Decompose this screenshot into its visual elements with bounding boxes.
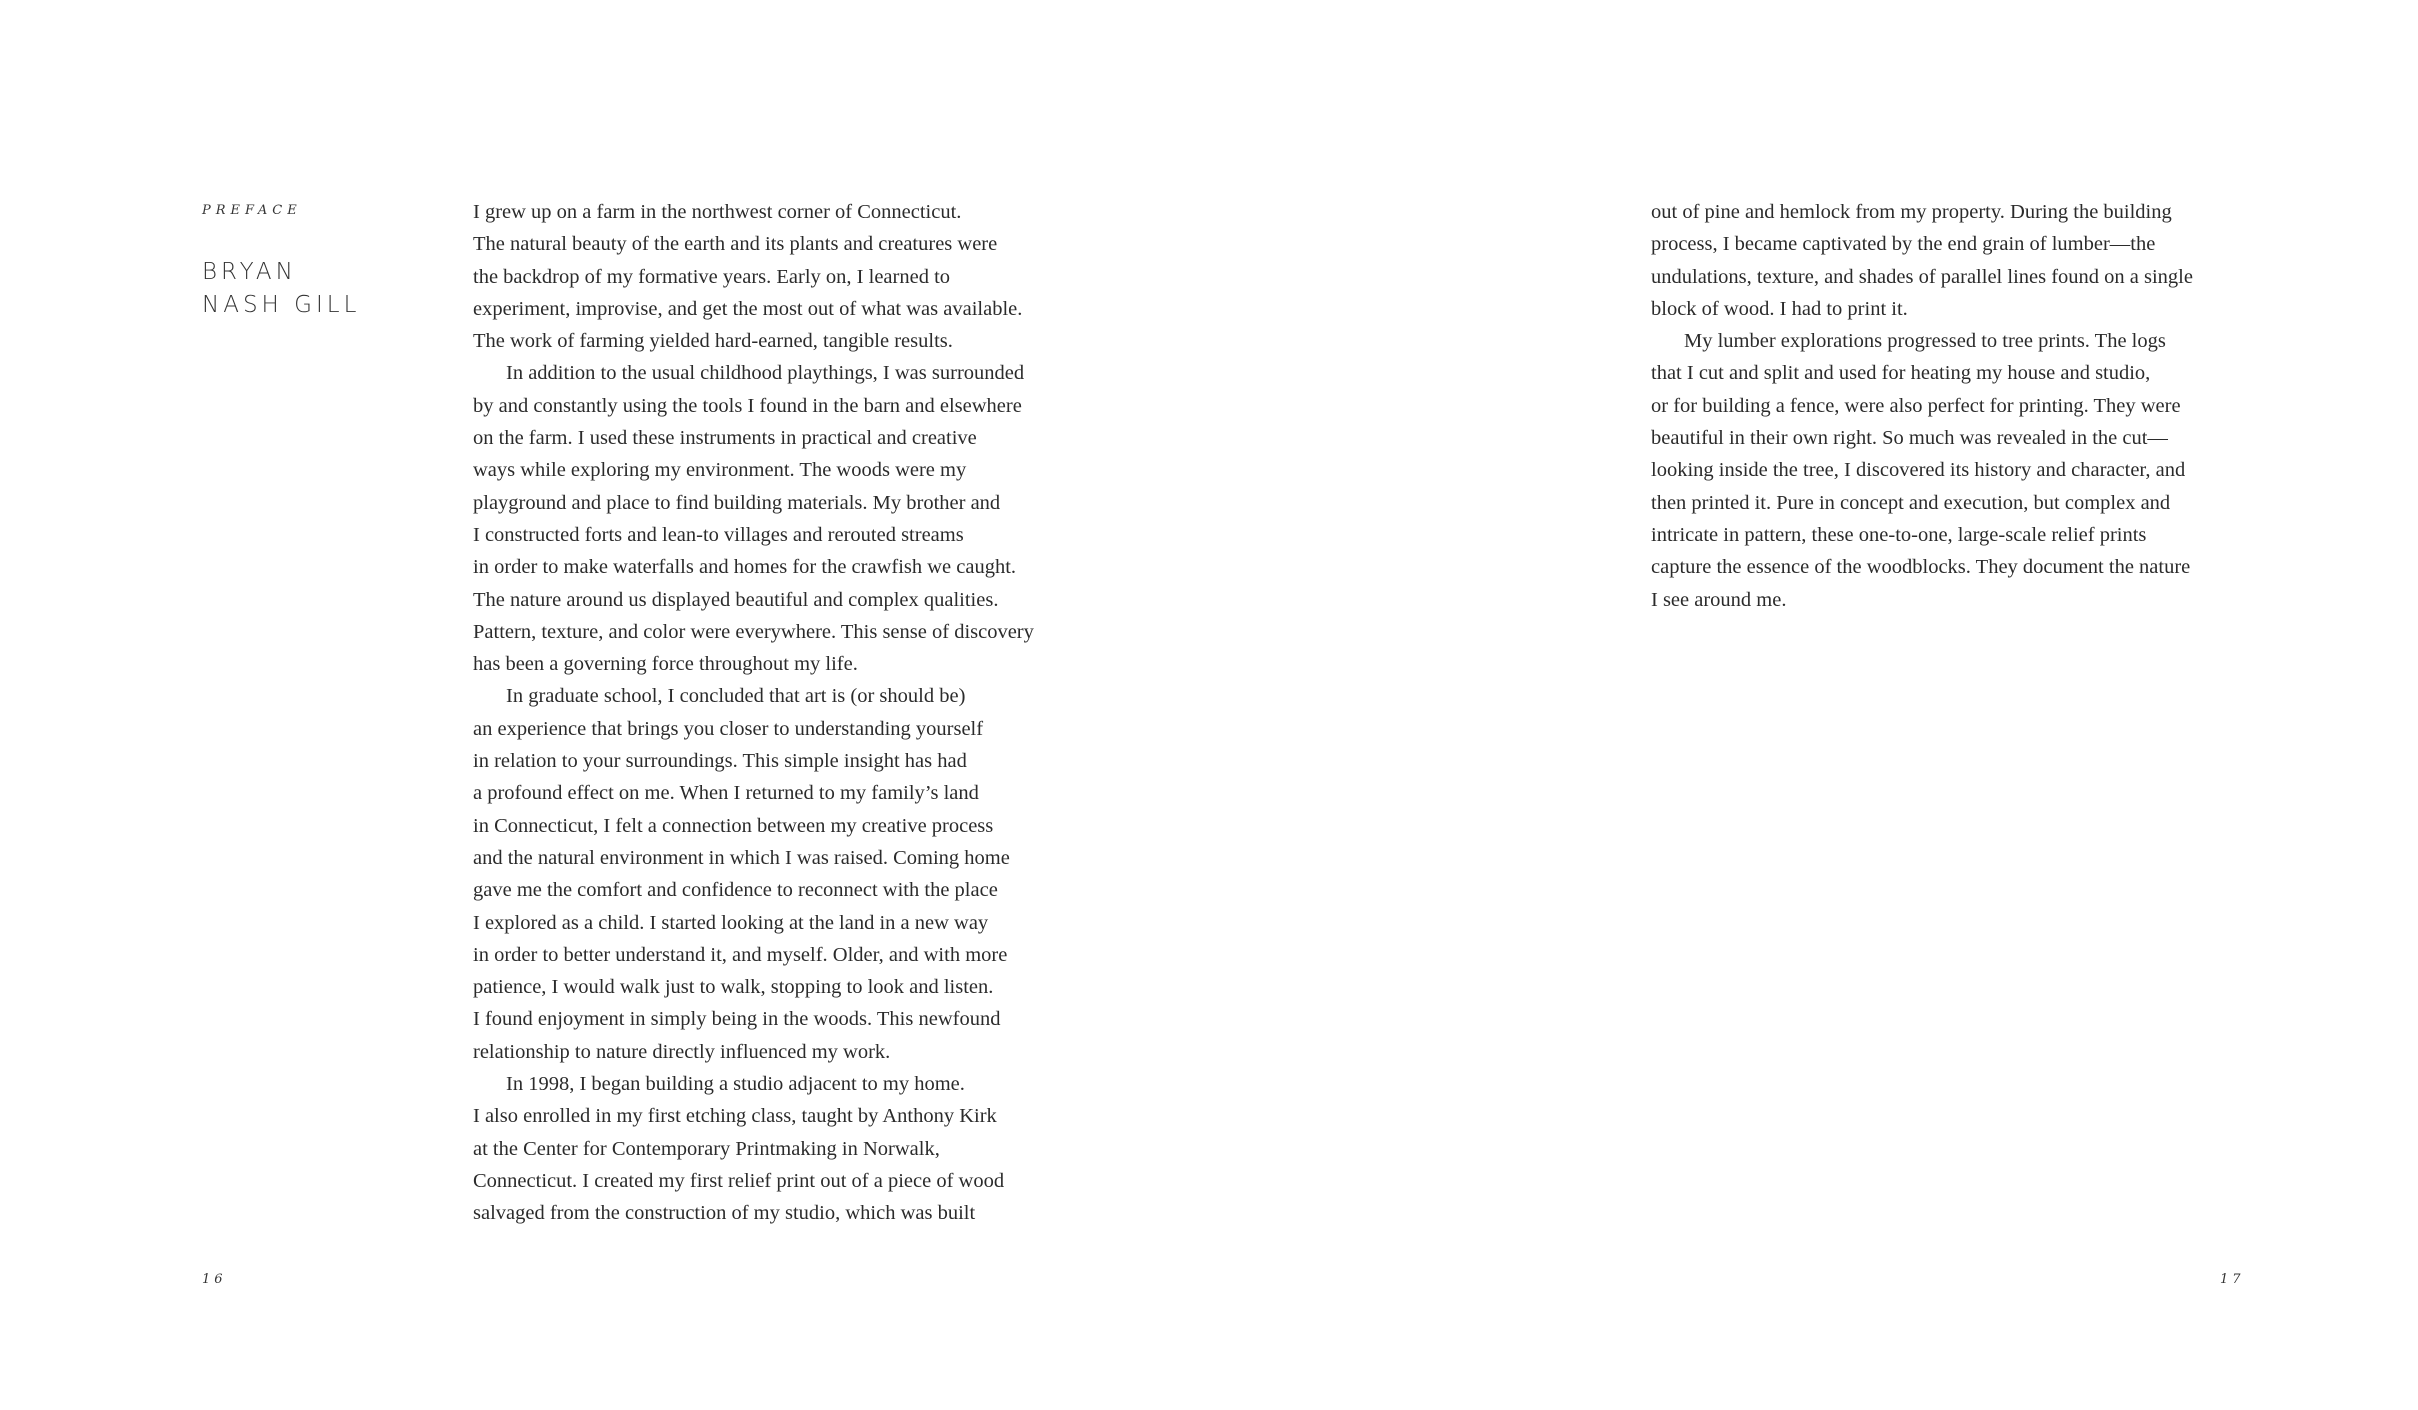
author-name [202, 256, 360, 322]
text-line: block of wood. I had to print it. [1651, 297, 1908, 320]
text-line: process, I became captivated by the end grain of lumber—the [1651, 233, 2156, 256]
text-line: I constructed forts and lean-to villages and rerouted streams [473, 523, 964, 546]
text-line: the backdrop of my formative years. Early on, I learned to [473, 265, 951, 288]
text-line: Connecticut. I created my first relief print out of a piece of wood [473, 1169, 1005, 1192]
page-number-right: 17 [2220, 1272, 2245, 1287]
text-line: in order to make waterfalls and homes for the crawfish we caught. [473, 556, 1017, 579]
text-line: I also enrolled in my first etching class, taught by Anthony Kirk [473, 1105, 997, 1128]
text-line: In 1998, I began building a studio adjacent to my home. [506, 1073, 965, 1096]
text-line: at the Center for Contemporary Printmaking in Norwalk, [473, 1137, 940, 1160]
text-line: by and constantly using the tools I found in the barn and elsewhere [473, 394, 1022, 417]
author-first-name: BRYAN [202, 259, 297, 285]
text-line: relationship to nature directly influenced my work. [473, 1040, 891, 1063]
text-line: in Connecticut, I felt a connection between my creative process [473, 814, 994, 837]
text-line: that I cut and split and used for heating my house and studio, [1651, 362, 2151, 385]
text-line: a profound effect on me. When I returned to my family’s land [473, 782, 979, 805]
text-line: or for building a fence, were also perfect for printing. They were [1651, 394, 2181, 417]
text-line: in order to better understand it, and myself. Older, and with more [473, 943, 1008, 966]
text-line: capture the essence of the woodblocks. They document the nature [1651, 556, 2191, 579]
text-line: then printed it. Pure in concept and execution, but complex and [1651, 491, 2171, 514]
text-line: playground and place to find building materials. My brother and [473, 491, 1001, 514]
text-line: In graduate school, I concluded that art is (or should be) [506, 685, 966, 708]
text-line: The work of farming yielded hard-earned, tangible results. [473, 330, 953, 353]
text-line: and the natural environment in which I was raised. Coming home [473, 846, 1010, 869]
text-line: salvaged from the construction of my studio, which was built [473, 1202, 976, 1225]
text-line: Pattern, texture, and color were everywhere. This sense of discovery [473, 620, 1034, 643]
text-line: on the farm. I used these instruments in practical and creative [473, 427, 977, 450]
text-line: experiment, improvise, and get the most out of what was available. [473, 297, 1023, 320]
text-line: undulations, texture, and shades of parallel lines found on a single [1651, 265, 2193, 288]
text-line: an experience that brings you closer to understanding yourself [473, 717, 984, 740]
text-line: I see around me. [1651, 588, 1787, 611]
text-line: My lumber explorations progressed to tree prints. The logs [1684, 330, 2166, 353]
section-label: PREFACE [202, 203, 302, 218]
text-line: has been a governing force throughout my life. [473, 653, 858, 676]
left-page-body [473, 196, 1093, 1230]
text-line: In addition to the usual childhood playthings, I was surrounded [506, 362, 1025, 385]
text-line: gave me the comfort and confidence to reconnect with the place [473, 879, 998, 902]
text-line: ways while exploring my environment. The woods were my [473, 459, 967, 482]
text-line: intricate in pattern, these one-to-one, large-scale relief prints [1651, 523, 2147, 546]
text-line: I explored as a child. I started looking at the land in a new way [473, 911, 989, 934]
text-line: The nature around us displayed beautiful and complex qualities. [473, 588, 999, 611]
text-line: in relation to your surroundings. This simple insight has had [473, 750, 967, 773]
text-line: I found enjoyment in simply being in the woods. This newfound [473, 1008, 1001, 1031]
page-number-left: 16 [202, 1272, 227, 1287]
text-line: The natural beauty of the earth and its plants and creatures were [473, 233, 998, 256]
text-line: patience, I would walk just to walk, stopping to look and listen. [473, 976, 994, 999]
right-page-body [1651, 196, 2261, 616]
text-line: I grew up on a farm in the northwest corner of Connecticut. [473, 201, 962, 223]
text-line: looking inside the tree, I discovered its history and character, and [1651, 459, 2186, 482]
text-line: beautiful in their own right. So much was revealed in the cut— [1651, 427, 2168, 450]
author-last-name: NASH GILL [202, 292, 361, 318]
text-line: out of pine and hemlock from my property. During the building [1651, 201, 2172, 223]
